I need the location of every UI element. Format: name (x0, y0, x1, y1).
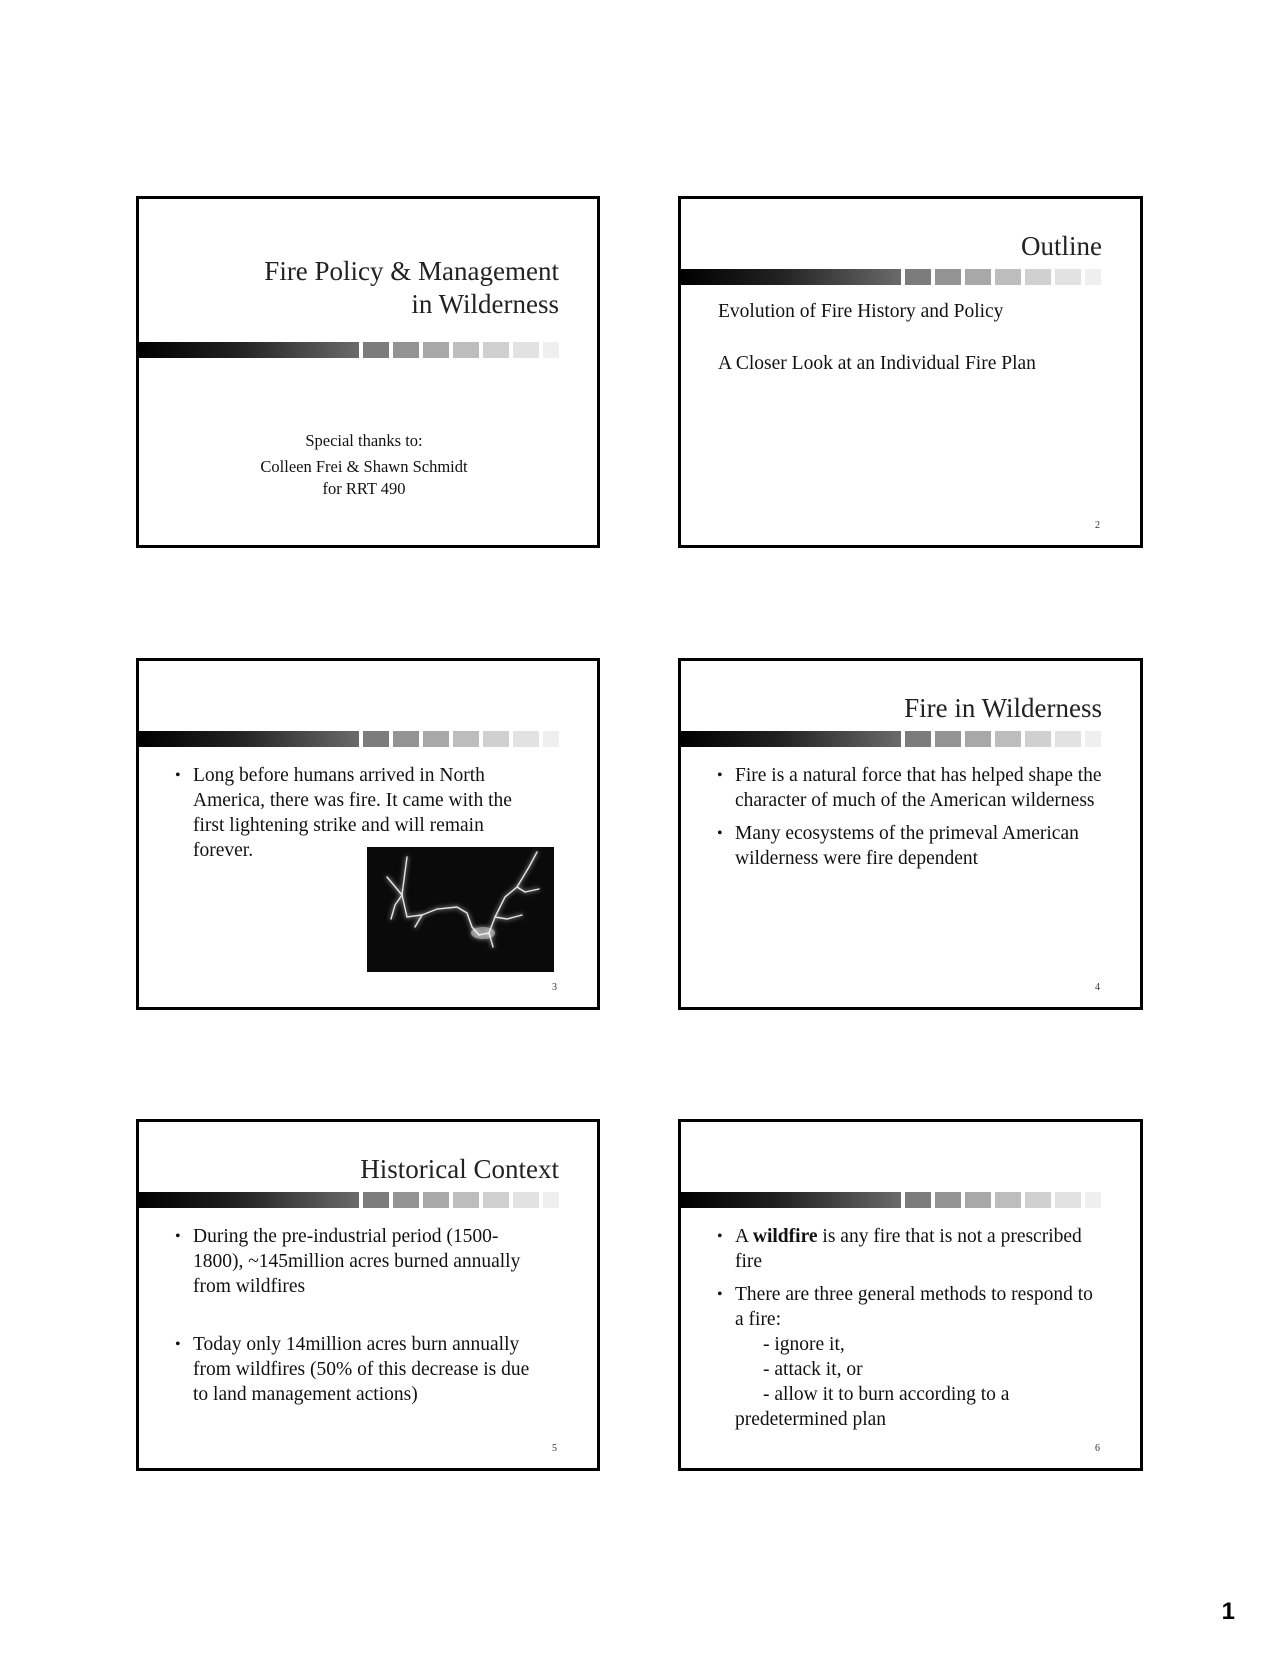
bullet-icon: • (717, 767, 723, 784)
slide-title (264, 255, 559, 321)
slide-5 (136, 1119, 600, 1471)
thanks-heading: Special thanks to: (305, 431, 423, 450)
thanks-names: Colleen Frei & Shawn Schmidt (260, 457, 468, 476)
bullet-item: • Long before humans arrived in North America, there was fire. It came with the first lightening strike and will remain forever. (175, 765, 512, 861)
decorative-bar (139, 342, 559, 358)
slide-number: 2 (1095, 520, 1100, 531)
slide-number: 4 (1095, 982, 1100, 993)
slide-number: 3 (552, 982, 557, 993)
title-line-2: in Wilderness (411, 289, 559, 319)
sub-item-continued: predetermined plan (735, 1409, 887, 1430)
decorative-bar (681, 269, 1101, 285)
sub-item: - allow it to burn according to a (763, 1384, 1010, 1405)
slide-number: 6 (1095, 1443, 1100, 1454)
slide-1 (136, 196, 600, 548)
bullet-item: • During the pre-industrial period (1500-1800), ~145million acres burned annually from wildfires (175, 1226, 521, 1297)
slide-title: Historical Context (360, 1154, 559, 1184)
slide-2 (678, 196, 1143, 548)
bullet-item: • There are three general methods to respond to a fire: - ignore it, - attack it, or - allow it to burn according to a predetermined plan (717, 1282, 1102, 1432)
bullet-item: • Fire is a natural force that has helped shape the character of much of the American wilderness (717, 765, 1102, 811)
slide-number: 5 (552, 1443, 557, 1454)
bullet-item: • Today only 14million acres burn annually from wildfires (50% of this decrease is due to land management actions) (175, 1334, 530, 1405)
slide-title: Outline (1021, 231, 1102, 261)
bullet-icon: • (717, 1286, 723, 1303)
bullet-icon: • (175, 767, 181, 784)
bold-term: wildfire (752, 1226, 818, 1247)
bullet-list (717, 1224, 1102, 1440)
thanks-course: for RRT 490 (322, 479, 406, 498)
sub-item: - attack it, or (763, 1359, 863, 1380)
slide-6 (678, 1119, 1143, 1471)
bullet-list (175, 1224, 547, 1415)
page-number: 1 (1221, 1598, 1235, 1625)
acknowledgements (199, 430, 529, 500)
bullet-item: • A wildfire is any fire that is not a prescribed fire (717, 1226, 1082, 1272)
decorative-bar (681, 731, 1101, 747)
bullet-icon: • (175, 1228, 181, 1245)
outline-item: A Closer Look at an Individual Fire Plan (718, 353, 1036, 374)
bullet-icon: • (717, 1228, 723, 1245)
bullet-item: • Many ecosystems of the primeval American wilderness were fire dependent (717, 823, 1079, 869)
bullet-icon: • (717, 825, 723, 842)
decorative-bar (681, 1192, 1101, 1208)
bullet-icon: • (175, 1336, 181, 1353)
lightning-bolt-icon (367, 847, 554, 972)
sub-item: - ignore it, (763, 1334, 845, 1355)
slide-title: Fire in Wilderness (904, 693, 1102, 723)
slide-4 (678, 658, 1143, 1010)
title-line-1: Fire Policy & Management (264, 256, 559, 286)
lightning-photo (367, 847, 554, 972)
bullet-list (717, 763, 1102, 879)
slide-3 (136, 658, 600, 1010)
outline-item: Evolution of Fire History and Policy (718, 301, 1004, 322)
decorative-bar (139, 731, 559, 747)
decorative-bar (139, 1192, 559, 1208)
